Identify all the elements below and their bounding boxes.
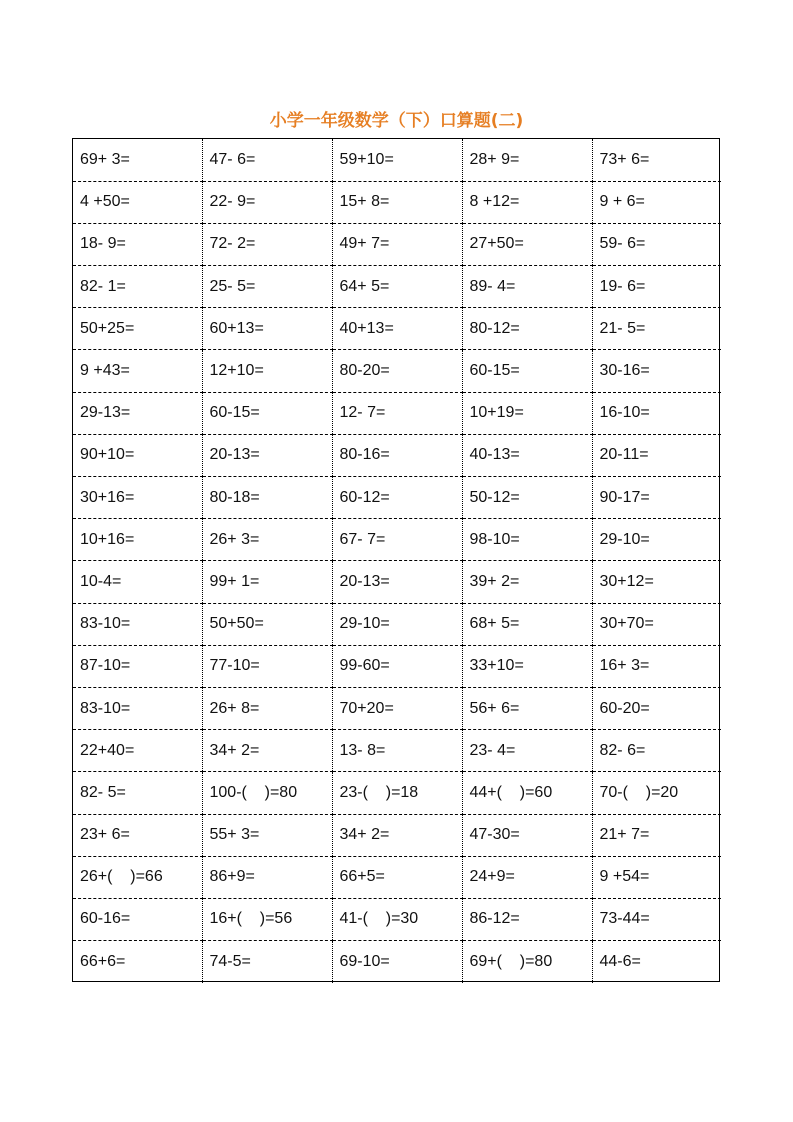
problem-cell: 60-20=	[592, 687, 721, 729]
problem-cell: 9 +43=	[73, 350, 202, 392]
problem-cell: 59- 6=	[592, 223, 721, 265]
table-row	[73, 941, 721, 983]
table-row	[73, 477, 721, 519]
problem-cell: 89- 4=	[462, 266, 592, 308]
problem-cell: 13- 8=	[332, 730, 462, 772]
problem-cell: 16+ 3=	[592, 645, 721, 687]
table-row	[73, 434, 721, 476]
problem-cell: 9 + 6=	[592, 181, 721, 223]
problem-cell: 26+( )=66	[73, 856, 202, 898]
problem-cell: 40+13=	[332, 308, 462, 350]
problem-cell: 12- 7=	[332, 392, 462, 434]
problem-cell: 66+5=	[332, 856, 462, 898]
problem-cell: 12+10=	[202, 350, 332, 392]
problem-cell: 69-10=	[332, 941, 462, 983]
table-row	[73, 645, 721, 687]
problem-cell: 29-13=	[73, 392, 202, 434]
problem-cell: 82- 6=	[592, 730, 721, 772]
table-row	[73, 519, 721, 561]
problem-cell: 50-12=	[462, 477, 592, 519]
problem-cell: 20-13=	[332, 561, 462, 603]
problem-cell: 50+50=	[202, 603, 332, 645]
problem-cell: 4 +50=	[73, 181, 202, 223]
problem-cell: 40-13=	[462, 434, 592, 476]
problem-cell: 21- 5=	[592, 308, 721, 350]
problem-cell: 73-44=	[592, 898, 721, 940]
table-row	[73, 223, 721, 265]
table-row	[73, 603, 721, 645]
problem-cell: 69+ 3=	[73, 139, 202, 181]
problem-cell: 49+ 7=	[332, 223, 462, 265]
problem-cell: 22- 9=	[202, 181, 332, 223]
table-row	[73, 772, 721, 814]
problem-cell: 83-10=	[73, 687, 202, 729]
problem-cell: 44+( )=60	[462, 772, 592, 814]
problem-cell: 26+ 8=	[202, 687, 332, 729]
problem-cell: 66+6=	[73, 941, 202, 983]
problem-cell: 90-17=	[592, 477, 721, 519]
problem-cell: 69+( )=80	[462, 941, 592, 983]
problem-cell: 80-16=	[332, 434, 462, 476]
table-row	[73, 181, 721, 223]
problem-cell: 55+ 3=	[202, 814, 332, 856]
problem-cell: 86+9=	[202, 856, 332, 898]
problem-cell: 70-( )=20	[592, 772, 721, 814]
problem-cell: 30+70=	[592, 603, 721, 645]
problem-cell: 33+10=	[462, 645, 592, 687]
problem-cell: 47-30=	[462, 814, 592, 856]
table-row	[73, 856, 721, 898]
problem-cell: 30-16=	[592, 350, 721, 392]
table-row	[73, 308, 721, 350]
table-row	[73, 392, 721, 434]
problem-cell: 72- 2=	[202, 223, 332, 265]
problem-cell: 82- 1=	[73, 266, 202, 308]
problem-cell: 20-13=	[202, 434, 332, 476]
problem-cell: 19- 6=	[592, 266, 721, 308]
table-row	[73, 561, 721, 603]
table-row	[73, 139, 721, 181]
problem-cell: 16-10=	[592, 392, 721, 434]
table-row	[73, 898, 721, 940]
problem-cell: 80-18=	[202, 477, 332, 519]
problem-cell: 21+ 7=	[592, 814, 721, 856]
problem-cell: 100-( )=80	[202, 772, 332, 814]
problem-cell: 22+40=	[73, 730, 202, 772]
problem-cell: 98-10=	[462, 519, 592, 561]
problem-cell: 34+ 2=	[202, 730, 332, 772]
problem-cell: 23-( )=18	[332, 772, 462, 814]
problem-cell: 99-60=	[332, 645, 462, 687]
problem-cell: 44-6=	[599, 952, 641, 970]
problem-cell: 9 +54=	[592, 856, 721, 898]
problem-cell: 15+ 8=	[332, 181, 462, 223]
arithmetic-worksheet	[72, 138, 720, 982]
problem-cell: 99+ 1=	[202, 561, 332, 603]
problem-cell: 10+16=	[73, 519, 202, 561]
problem-cell: 39+ 2=	[462, 561, 592, 603]
problem-cell: 82- 5=	[73, 772, 202, 814]
problem-cell: 23+ 6=	[73, 814, 202, 856]
problem-cell: 60-12=	[332, 477, 462, 519]
problem-cell: 47- 6=	[202, 139, 332, 181]
problem-cell: 64+ 5=	[332, 266, 462, 308]
problem-cell: 26+ 3=	[202, 519, 332, 561]
problem-cell: 25- 5=	[202, 266, 332, 308]
problem-cell: 30+16=	[73, 477, 202, 519]
problem-cell: 27+50=	[462, 223, 592, 265]
problem-cell: 24+9=	[462, 856, 592, 898]
problem-cell: 70+20=	[332, 687, 462, 729]
problem-cell: 23- 4=	[462, 730, 592, 772]
problem-cell: 18- 9=	[73, 223, 202, 265]
problem-cell: 28+ 9=	[462, 139, 592, 181]
problem-table	[73, 139, 721, 983]
problem-cell: 41-( )=30	[332, 898, 462, 940]
table-row	[73, 266, 721, 308]
problem-cell: 60+13=	[202, 308, 332, 350]
problem-cell: 56+ 6=	[462, 687, 592, 729]
problem-cell: 10+19=	[462, 392, 592, 434]
problem-cell: 90+10=	[73, 434, 202, 476]
problem-cell: 59+10=	[332, 139, 462, 181]
problem-cell: 74-5=	[202, 941, 332, 983]
problem-cell: 83-10=	[73, 603, 202, 645]
problem-cell: 50+25=	[73, 308, 202, 350]
problem-cell: 87-10=	[73, 645, 202, 687]
table-row	[73, 814, 721, 856]
problem-cell: 80-20=	[332, 350, 462, 392]
table-row	[73, 687, 721, 729]
problem-cell: 80-12=	[462, 308, 592, 350]
problem-cell: 20-11=	[592, 434, 721, 476]
problem-cell: 16+( )=56	[202, 898, 332, 940]
problem-cell: 86-12=	[462, 898, 592, 940]
table-row	[73, 350, 721, 392]
table-row	[73, 730, 721, 772]
problem-cell: 73+ 6=	[592, 139, 721, 181]
problem-cell: 10-4=	[73, 561, 202, 603]
problem-cell: 34+ 2=	[332, 814, 462, 856]
problem-cell: 29-10=	[592, 519, 721, 561]
problem-cell: 29-10=	[332, 603, 462, 645]
problem-cell: 60-15=	[462, 350, 592, 392]
problem-cell: 30+12=	[592, 561, 721, 603]
problem-cell: 68+ 5=	[462, 603, 592, 645]
problem-cell: 60-16=	[73, 898, 202, 940]
problem-cell: 60-15=	[202, 392, 332, 434]
problem-cell: 67- 7=	[332, 519, 462, 561]
page-title: 小学一年级数学（下）口算题(二)	[269, 111, 524, 131]
problem-cell: 77-10=	[202, 645, 332, 687]
problem-cell: 8 +12=	[462, 181, 592, 223]
